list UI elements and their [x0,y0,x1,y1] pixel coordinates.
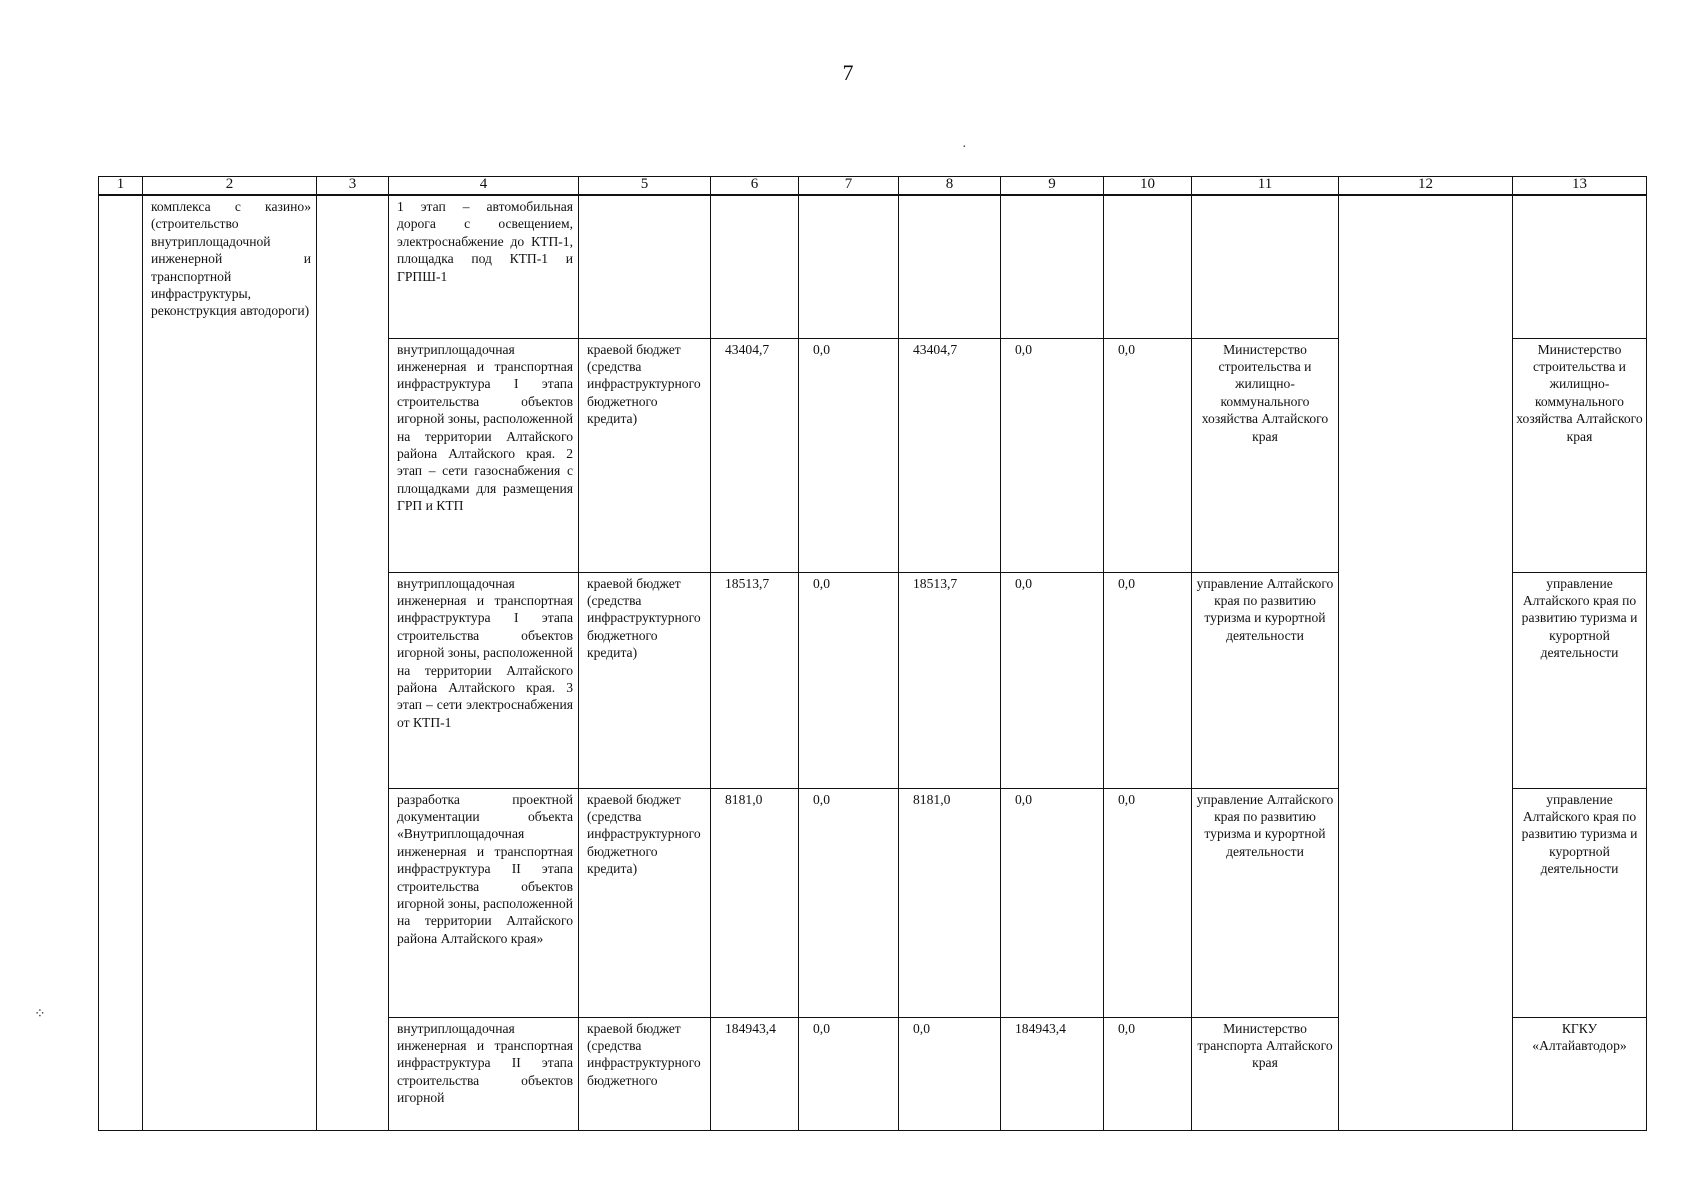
empty-cell [1192,195,1339,338]
col12-cell [1339,195,1513,1130]
amount-cell: 0,0 [899,1017,1001,1130]
amount-cell: 0,0 [1104,788,1192,1017]
work-description-cell: внутриплощадочная инженерная и транспортная инфраструктура I этапа строительства объектов игорной зоны, расположенной на территории Алтайского района Алтайского края. 3 этап – сети электроснабжения от КТП-1 [389,572,579,788]
column-header: 6 [711,177,799,196]
empty-cell [711,195,799,338]
col3-cell [317,195,389,1130]
col1-cell [99,195,143,1130]
column-header: 5 [579,177,711,196]
customer-cell: Министерство строительства и жилищно-коммунального хозяйства Алтайского края [1513,338,1647,572]
column-header: 3 [317,177,389,196]
work-description-cell: внутриплощадочная инженерная и транспортная инфраструктура II этапа строительства объектов игорной [389,1017,579,1130]
empty-cell [1513,195,1647,338]
column-header: 4 [389,177,579,196]
column-header: 1 [99,177,143,196]
empty-cell [899,195,1001,338]
customer-cell: управление Алтайского края по развитию туризма и курортной деятельности [1513,572,1647,788]
funding-source-cell: краевой бюджет (средства инфраструктурного бюджетного кредита) [579,572,711,788]
work-description-cell: внутриплощадочная инженерная и транспортная инфраструктура I этапа строительства объектов игорной зоны, расположенной на территории Алтайского района Алтайского края. 2 этап – сети газоснабжения с площадками для размещения ГРП и КТП [389,338,579,572]
amount-cell: 0,0 [1104,572,1192,788]
work-description-cell: 1 этап – автомобильная дорога с освещением, электроснабжение до КТП-1, площадка под КТП-1 и ГРПШ-1 [389,195,579,338]
total-amount-cell: 184943,4 [711,1017,799,1130]
scan-speck: · [962,140,967,155]
program-table [98,176,1647,1131]
amount-cell: 0,0 [1104,1017,1192,1130]
empty-cell [799,195,899,338]
empty-cell [579,195,711,338]
funding-source-cell: краевой бюджет (средства инфраструктурного бюджетного [579,1017,711,1130]
column-header: 12 [1339,177,1513,196]
object-name-cell: комплекса с казино» (строительство внутриплощадочной инженерной и транспортной инфраструктуры, реконструкция автодороги) [143,195,317,1130]
column-header: 9 [1001,177,1104,196]
work-description-cell: разработка проектной документации объекта «Внутриплощадочная инженерная и транспортная инфраструктура II этапа строительства объектов игорной зоны, расположенной на территории Алтайского района Алтайского края» [389,788,579,1017]
column-header: 13 [1513,177,1647,196]
scan-speck: ⁘ [34,1007,46,1022]
empty-cell [1104,195,1192,338]
executor-cell: Министерство транспорта Алтайского края [1192,1017,1339,1130]
executor-cell: Министерство строительства и жилищно-коммунального хозяйства Алтайского края [1192,338,1339,572]
customer-cell: управление Алтайского края по развитию туризма и курортной деятельности [1513,788,1647,1017]
page-number: 7 [842,60,854,85]
amount-cell: 0,0 [799,788,899,1017]
amount-cell: 0,0 [799,1017,899,1130]
amount-cell: 0,0 [1104,338,1192,572]
executor-cell: управление Алтайского края по развитию туризма и курортной деятельности [1192,572,1339,788]
amount-cell: 0,0 [1001,788,1104,1017]
column-header: 8 [899,177,1001,196]
funding-source-cell: краевой бюджет (средства инфраструктурного бюджетного кредита) [579,338,711,572]
column-number-row [99,177,1647,196]
empty-cell [1001,195,1104,338]
column-header: 10 [1104,177,1192,196]
column-header: 11 [1192,177,1339,196]
total-amount-cell: 18513,7 [711,572,799,788]
table-row [99,195,1647,338]
amount-cell: 0,0 [1001,572,1104,788]
amount-cell: 0,0 [799,572,899,788]
executor-cell: управление Алтайского края по развитию туризма и курортной деятельности [1192,788,1339,1017]
customer-cell: КГКУ «Алтайавтодор» [1513,1017,1647,1130]
amount-cell: 0,0 [799,338,899,572]
amount-cell: 184943,4 [1001,1017,1104,1130]
column-header: 2 [143,177,317,196]
amount-cell: 8181,0 [899,788,1001,1017]
amount-cell: 18513,7 [899,572,1001,788]
total-amount-cell: 43404,7 [711,338,799,572]
funding-source-cell: краевой бюджет (средства инфраструктурного бюджетного кредита) [579,788,711,1017]
amount-cell: 0,0 [1001,338,1104,572]
amount-cell: 43404,7 [899,338,1001,572]
total-amount-cell: 8181,0 [711,788,799,1017]
column-header: 7 [799,177,899,196]
